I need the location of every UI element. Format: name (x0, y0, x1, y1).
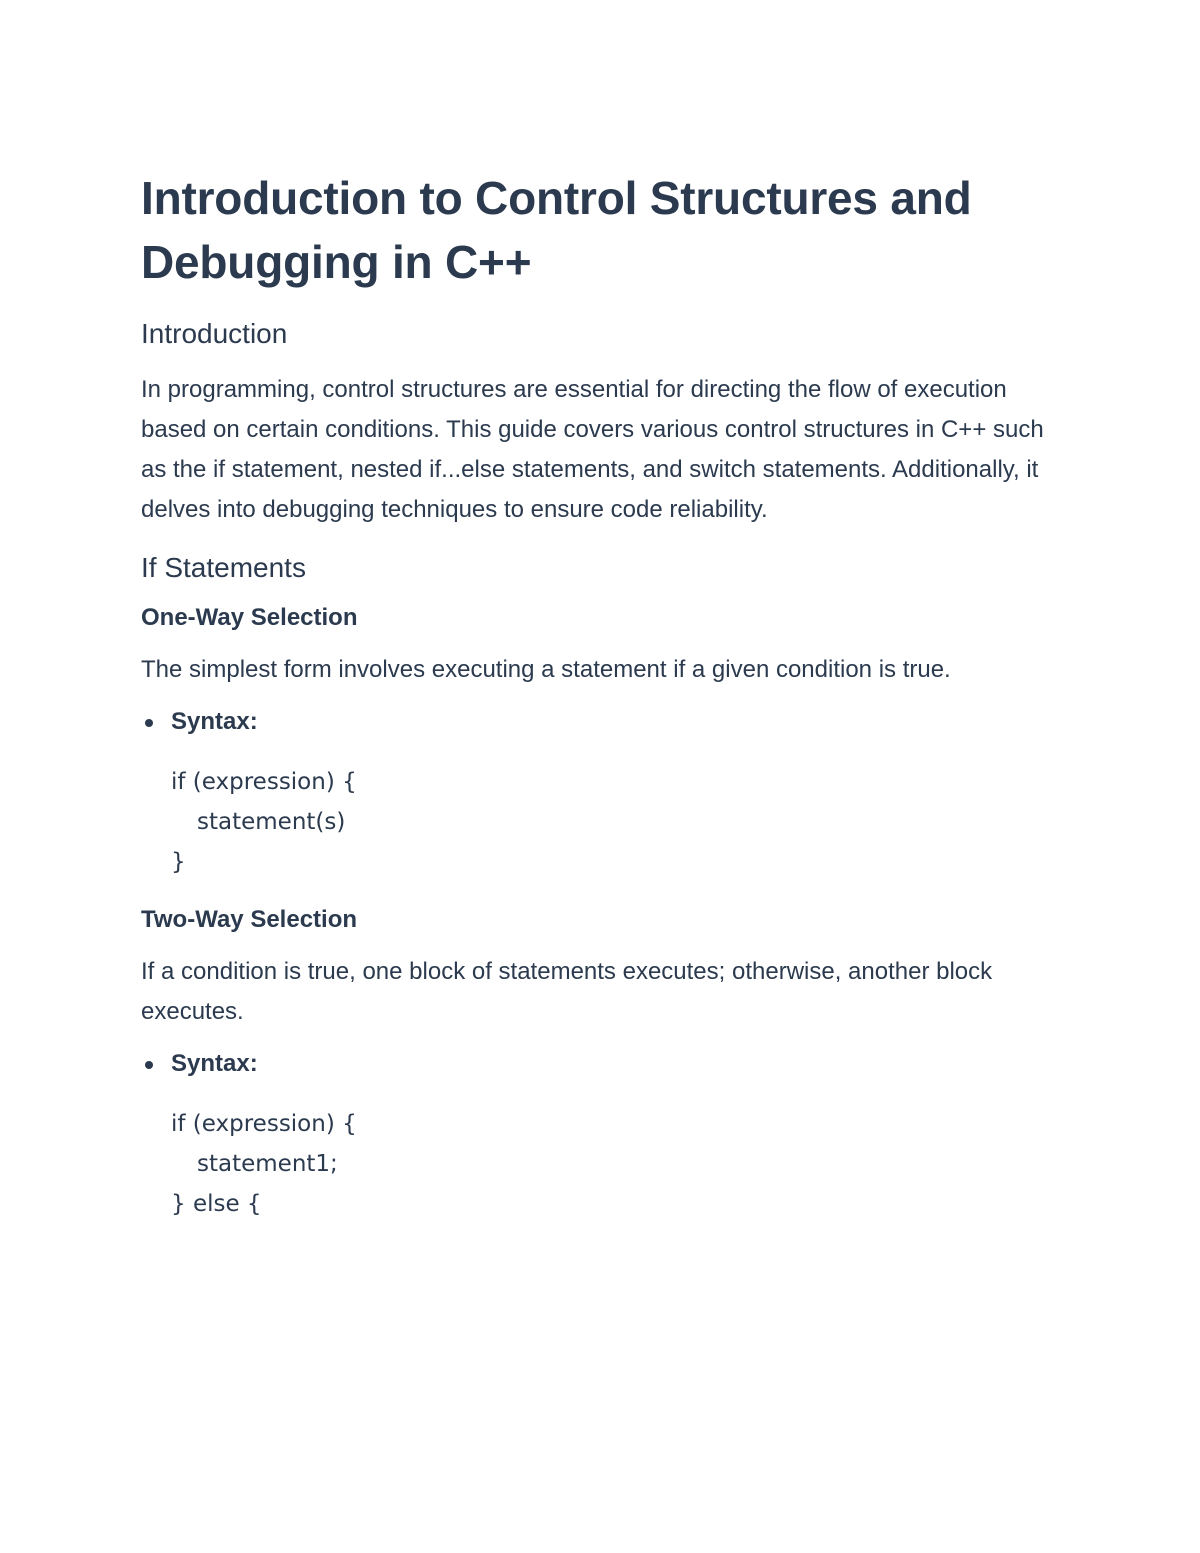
bullet-dot-icon (145, 719, 153, 727)
code-line: if (expression) { (171, 769, 357, 795)
one-way-code-block (171, 762, 1071, 882)
two-way-code-block (171, 1104, 1071, 1224)
one-way-selection-paragraph: The simplest form involves executing a statement if a given condition is true. (141, 656, 951, 683)
two-way-selection-paragraph: If a condition is true, one block of statements executes; otherwise, another block executes. (141, 958, 993, 1025)
one-way-selection-heading: One-Way Selection (141, 604, 358, 631)
if-statements-heading: If Statements (141, 552, 306, 583)
code-line: statement1; (197, 1151, 338, 1177)
list-item (141, 1044, 1071, 1084)
bullet-dot-icon (145, 1061, 153, 1069)
syntax-label: Syntax: (171, 708, 258, 735)
title-line-2: Debugging in C++ (141, 236, 532, 288)
list-item (141, 702, 1071, 742)
syntax-label: Syntax: (171, 1050, 258, 1077)
code-line: } else { (171, 1191, 262, 1217)
code-line: statement(s) (197, 809, 346, 835)
code-line: if (expression) { (171, 1111, 357, 1137)
code-line: } (171, 849, 186, 875)
document-title (141, 166, 1071, 294)
two-way-selection-heading: Two-Way Selection (141, 906, 358, 933)
two-way-bullet-list (141, 1044, 1071, 1084)
document-page (141, 166, 1071, 1224)
title-line-1: Introduction to Control Structures and (141, 172, 972, 224)
one-way-bullet-list (141, 702, 1071, 742)
introduction-paragraph: In programming, control structures are essential for directing the flow of execution based on certain conditions. This guide covers various control structures in C++ such as the if statement, nested if...else statements, and switch statements. Additionally, it delves into debugging techniques to ensure code reliability. (141, 376, 1044, 523)
introduction-heading: Introduction (141, 318, 288, 349)
